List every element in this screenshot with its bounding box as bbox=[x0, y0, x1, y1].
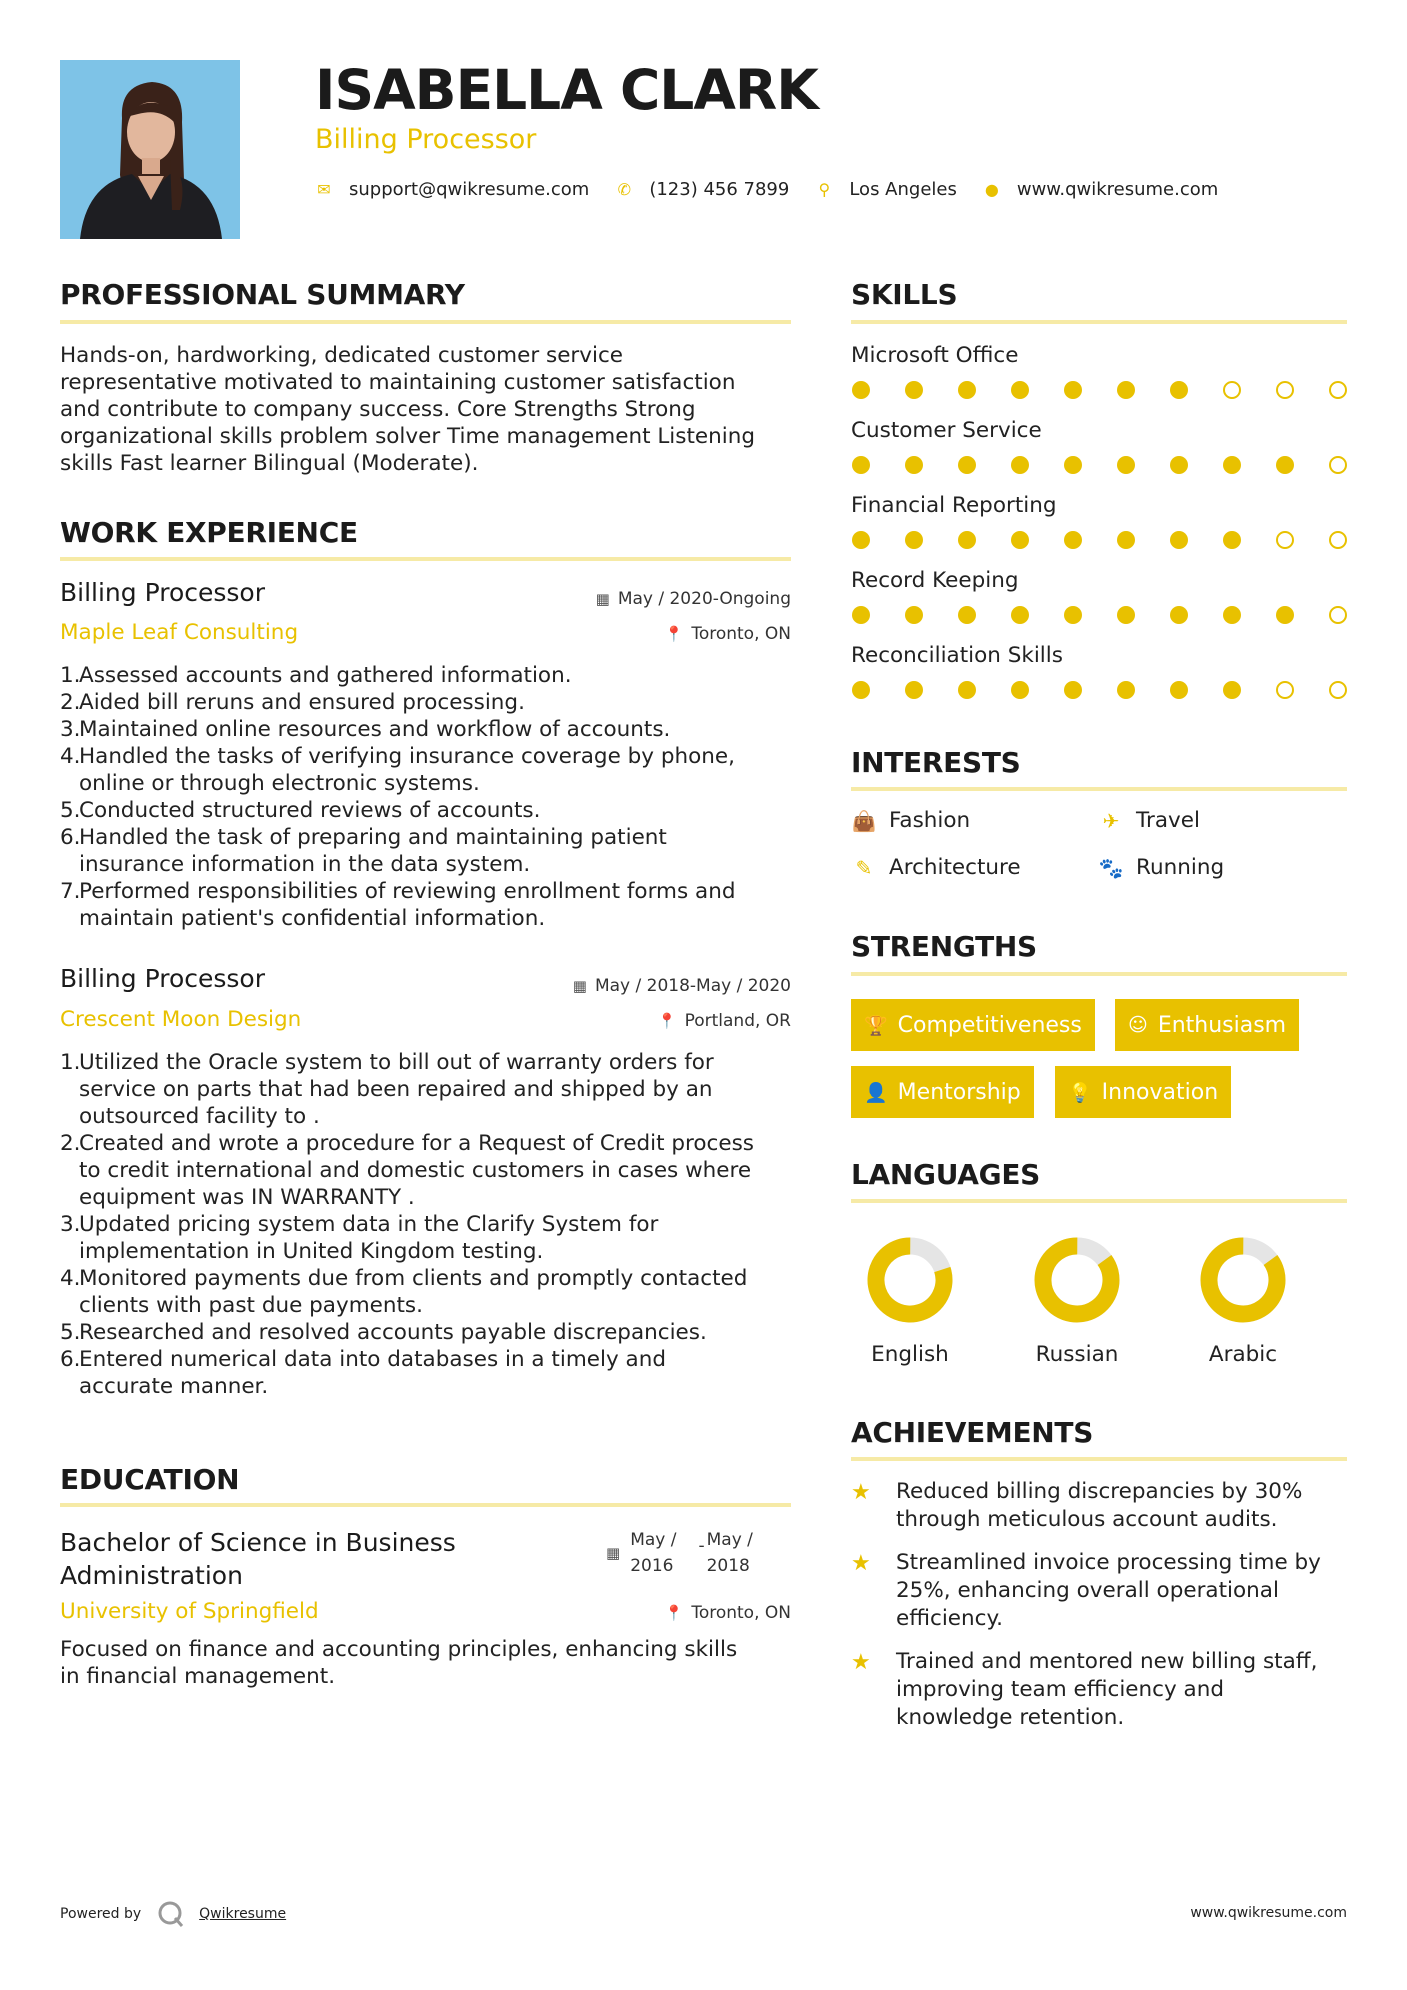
list-text bbox=[79, 824, 667, 878]
list-line: implementation in United Kingdom testing. bbox=[79, 1239, 544, 1264]
qwikresume-link[interactable]: Qwikresume bbox=[199, 1906, 287, 1922]
summary-line: organizational skills problem solver Time management Listening bbox=[60, 424, 756, 449]
map-pin-icon: ⚲ bbox=[818, 180, 831, 199]
skill-dot-filled bbox=[1064, 531, 1082, 549]
star-icon: ★ bbox=[851, 1650, 871, 1675]
list-line: accurate manner. bbox=[79, 1374, 269, 1399]
achievement-line: Trained and mentored new billing staff, bbox=[896, 1649, 1318, 1674]
strength-badge bbox=[851, 999, 1095, 1051]
interest-item bbox=[851, 855, 1021, 880]
interest-label: Running bbox=[1136, 855, 1225, 880]
list-item bbox=[60, 1049, 754, 1130]
experience-divider bbox=[60, 557, 791, 561]
donut-proficiency-arc bbox=[1196, 1233, 1291, 1328]
list-line: outsourced facility to . bbox=[79, 1104, 320, 1129]
skill-dot-empty bbox=[1223, 381, 1241, 399]
skill-dot-filled bbox=[1223, 456, 1241, 474]
skill-dot-empty bbox=[1329, 381, 1347, 399]
calendar-icon: ▦ bbox=[572, 977, 587, 995]
language-donut bbox=[860, 1230, 960, 1330]
list-line: Utilized the Oracle system to bill out of warranty orders for bbox=[79, 1050, 714, 1075]
list-text bbox=[79, 797, 540, 824]
smile-icon: ☺ bbox=[1128, 1014, 1148, 1036]
skill-label: Customer Service bbox=[851, 418, 1042, 443]
strength-label: Innovation bbox=[1101, 1079, 1219, 1105]
user-plus-icon: 👤 bbox=[864, 1081, 888, 1104]
skill-dot-filled bbox=[1170, 531, 1188, 549]
education-heading: EDUCATION bbox=[60, 1463, 240, 1496]
strength-label: Enthusiasm bbox=[1157, 1012, 1287, 1038]
skill-dot-filled bbox=[958, 681, 976, 699]
list-number: 7. bbox=[60, 879, 81, 904]
skill-dot-empty bbox=[1329, 681, 1347, 699]
skill-dot-filled bbox=[1011, 531, 1029, 549]
candidate-title: Billing Processor bbox=[315, 124, 537, 155]
achievement-line: improving team efficiency and bbox=[896, 1677, 1224, 1702]
achievement-line: Streamlined invoice processing time by bbox=[896, 1550, 1321, 1575]
job-date-text: May / 2020-Ongoing bbox=[617, 589, 791, 609]
summary-line: skills Fast learner Bilingual (Moderate). bbox=[60, 451, 479, 476]
list-item bbox=[60, 878, 735, 932]
languages-divider bbox=[851, 1199, 1347, 1203]
skill-dot-filled bbox=[1170, 456, 1188, 474]
job-title: Billing Processor bbox=[60, 578, 266, 607]
summary-divider bbox=[60, 320, 791, 324]
skill-dot-filled bbox=[1117, 681, 1135, 699]
skill-dot-filled bbox=[852, 606, 870, 624]
strengths-heading: STRENGTHS bbox=[851, 930, 1037, 963]
list-line: equipment was IN WARRANTY . bbox=[79, 1185, 415, 1210]
list-item bbox=[60, 1265, 754, 1319]
strength-badge bbox=[851, 1066, 1034, 1118]
summary-line: representative motivated to maintaining customer satisfaction bbox=[60, 370, 736, 395]
calendar-icon: ▦ bbox=[606, 1544, 621, 1562]
contact-bar bbox=[315, 179, 1244, 200]
language-label: Arabic bbox=[1208, 1342, 1278, 1367]
profile-photo bbox=[60, 60, 240, 239]
pencil-ruler-icon: ✎ bbox=[855, 855, 873, 880]
achievement-item bbox=[851, 1549, 1391, 1633]
interest-label: Travel bbox=[1136, 808, 1200, 833]
skill-dot-empty bbox=[1276, 531, 1294, 549]
job-duties-list bbox=[60, 662, 735, 932]
skill-dot-filled bbox=[852, 381, 870, 399]
degree-line: Bachelor of Science in Business bbox=[60, 1528, 456, 1557]
summary-line: and contribute to company success. Core Strengths Strong bbox=[60, 397, 696, 422]
interest-item bbox=[1098, 808, 1200, 833]
languages-heading: LANGUAGES bbox=[851, 1158, 1041, 1191]
skill-rating bbox=[852, 606, 1347, 624]
skill-dot-filled bbox=[852, 456, 870, 474]
education-description bbox=[60, 1636, 737, 1690]
list-item bbox=[60, 1319, 754, 1346]
list-item bbox=[60, 824, 735, 878]
skill-dot-filled bbox=[1170, 681, 1188, 699]
list-number: 6. bbox=[60, 825, 81, 850]
contact-website[interactable]: www.qwikresume.com bbox=[1016, 179, 1219, 200]
skill-dot-filled bbox=[905, 531, 923, 549]
experience-heading: WORK EXPERIENCE bbox=[60, 516, 358, 549]
list-text bbox=[79, 878, 735, 932]
start-date bbox=[630, 1527, 676, 1579]
list-line: Conducted structured reviews of accounts. bbox=[79, 798, 541, 823]
list-line: Monitored payments due from clients and promptly contacted bbox=[79, 1266, 748, 1291]
interest-item bbox=[851, 808, 970, 833]
plane-icon: ✈ bbox=[1102, 808, 1120, 833]
list-text bbox=[79, 662, 572, 689]
skill-dot-filled bbox=[1011, 381, 1029, 399]
skill-rating bbox=[852, 681, 1347, 699]
job-location-text: Portland, OR bbox=[684, 1011, 791, 1031]
list-text bbox=[79, 689, 525, 716]
job-location bbox=[658, 1011, 791, 1031]
qwikresume-logo-icon bbox=[157, 1900, 185, 1928]
skill-label: Reconciliation Skills bbox=[851, 643, 1063, 668]
achievement-line: Reduced billing discrepancies by 30% bbox=[896, 1479, 1303, 1504]
powered-by-label: Powered by bbox=[60, 1906, 142, 1922]
list-line: Researched and resolved accounts payable discrepancies. bbox=[79, 1320, 707, 1345]
end-date bbox=[707, 1527, 753, 1579]
trophy-icon: 🏆 bbox=[864, 1014, 888, 1037]
interest-label: Fashion bbox=[889, 808, 971, 833]
achievement-item bbox=[851, 1648, 1391, 1732]
language-label: English bbox=[871, 1342, 949, 1367]
lightbulb-icon: 💡 bbox=[1068, 1081, 1092, 1104]
skill-dot-empty bbox=[1329, 606, 1347, 624]
list-item bbox=[60, 1346, 754, 1400]
skill-dot-filled bbox=[1170, 381, 1188, 399]
skill-dot-filled bbox=[958, 381, 976, 399]
start-month: May / bbox=[630, 1530, 677, 1550]
list-line: Maintained online resources and workflow of accounts. bbox=[79, 717, 671, 742]
school-location-text: Toronto, ON bbox=[691, 1603, 791, 1623]
skill-dot-filled bbox=[1117, 531, 1135, 549]
strengths-divider bbox=[851, 972, 1347, 976]
skill-dot-filled bbox=[852, 681, 870, 699]
list-line: Entered numerical data into databases in a timely and bbox=[79, 1347, 666, 1372]
achievement-text bbox=[896, 1478, 1391, 1534]
email-icon: ✉ bbox=[317, 180, 331, 199]
skill-dot-filled bbox=[1276, 456, 1294, 474]
job-location bbox=[665, 624, 791, 644]
skill-dot-filled bbox=[1223, 681, 1241, 699]
list-text bbox=[79, 1130, 754, 1211]
achievements-divider bbox=[851, 1457, 1347, 1461]
skill-dot-empty bbox=[1329, 456, 1347, 474]
pin-icon: 📍 bbox=[657, 1012, 677, 1030]
skill-dot-empty bbox=[1276, 681, 1294, 699]
list-text bbox=[79, 716, 670, 743]
skill-dot-filled bbox=[1064, 606, 1082, 624]
list-item bbox=[60, 1130, 754, 1211]
list-number: 5. bbox=[60, 1320, 81, 1345]
interest-item bbox=[1098, 855, 1224, 880]
strength-badge bbox=[1115, 999, 1299, 1051]
list-line: Handled the task of preparing and maintaining patient bbox=[79, 825, 667, 850]
degree-title bbox=[60, 1526, 456, 1592]
donut-proficiency-arc bbox=[1030, 1233, 1125, 1328]
job-title: Billing Processor bbox=[60, 964, 266, 993]
end-month: May / bbox=[706, 1530, 753, 1550]
skill-dot-filled bbox=[1064, 456, 1082, 474]
strength-badge bbox=[1055, 1066, 1231, 1118]
list-line: maintain patient's confidential information. bbox=[79, 906, 546, 931]
school-name: University of Springfield bbox=[60, 1599, 319, 1624]
skill-dot-filled bbox=[1117, 456, 1135, 474]
list-text bbox=[79, 1265, 747, 1319]
skill-rating bbox=[852, 381, 1347, 399]
job-duties-list bbox=[60, 1049, 754, 1400]
end-year: 2018 bbox=[706, 1556, 750, 1576]
list-item bbox=[60, 797, 735, 824]
degree-line: Administration bbox=[60, 1561, 243, 1590]
list-line: online or through electronic systems. bbox=[79, 771, 480, 796]
list-line: Assessed accounts and gathered information. bbox=[79, 663, 572, 688]
skill-dot-filled bbox=[958, 606, 976, 624]
skill-dot-filled bbox=[1223, 606, 1241, 624]
list-line: Updated pricing system data in the Clarify System for bbox=[79, 1212, 659, 1237]
school-location bbox=[665, 1603, 791, 1623]
star-icon: ★ bbox=[851, 1480, 871, 1505]
achievement-line: through meticulous account audits. bbox=[896, 1507, 1278, 1532]
list-line: Performed responsibilities of reviewing enrollment forms and bbox=[79, 879, 736, 904]
list-line: Created and wrote a procedure for a Request of Credit process bbox=[79, 1131, 754, 1156]
list-number: 2. bbox=[60, 1131, 81, 1156]
skill-dot-filled bbox=[905, 456, 923, 474]
list-text bbox=[79, 1346, 666, 1400]
list-line: service on parts that had been repaired and shipped by an bbox=[79, 1077, 713, 1102]
achievement-text bbox=[896, 1549, 1391, 1633]
skill-rating bbox=[852, 531, 1347, 549]
skill-dot-filled bbox=[852, 531, 870, 549]
strength-label: Competitiveness bbox=[897, 1012, 1082, 1038]
list-number: 4. bbox=[60, 1266, 81, 1291]
list-number: 1. bbox=[60, 663, 81, 688]
skill-dot-filled bbox=[1276, 606, 1294, 624]
list-line: to credit international and domestic customers in cases where bbox=[79, 1158, 752, 1183]
job-location-text: Toronto, ON bbox=[691, 624, 791, 644]
skill-dot-filled bbox=[1117, 606, 1135, 624]
skill-dot-filled bbox=[958, 456, 976, 474]
interests-heading: INTERESTS bbox=[851, 746, 1021, 779]
list-number: 6. bbox=[60, 1347, 81, 1372]
skill-label: Record Keeping bbox=[851, 568, 1019, 593]
skill-dot-empty bbox=[1329, 531, 1347, 549]
list-text bbox=[79, 1049, 714, 1130]
skill-dot-filled bbox=[1170, 606, 1188, 624]
skill-rating bbox=[852, 456, 1347, 474]
achievement-line: 25%, enhancing overall operational bbox=[896, 1578, 1279, 1603]
list-number: 4. bbox=[60, 744, 81, 769]
language-label: Russian bbox=[1035, 1342, 1119, 1367]
list-number: 1. bbox=[60, 1050, 81, 1075]
job-company: Maple Leaf Consulting bbox=[60, 620, 299, 645]
job-date bbox=[573, 976, 791, 996]
education-dates bbox=[606, 1527, 753, 1579]
summary-text bbox=[60, 342, 755, 477]
globe-icon: ● bbox=[984, 180, 999, 199]
skill-dot-filled bbox=[1011, 606, 1029, 624]
list-item bbox=[60, 743, 735, 797]
skill-dot-filled bbox=[905, 606, 923, 624]
contact-location: Los Angeles bbox=[849, 179, 957, 200]
skill-dot-filled bbox=[1064, 681, 1082, 699]
start-year: 2016 bbox=[630, 1556, 674, 1576]
contact-email[interactable]: support@qwikresume.com bbox=[349, 179, 590, 200]
skill-dot-filled bbox=[905, 681, 923, 699]
achievements-heading: ACHIEVEMENTS bbox=[851, 1416, 1094, 1449]
summary-line: Hands-on, hardworking, dedicated customer service bbox=[60, 343, 623, 368]
pin-icon: 📍 bbox=[664, 1604, 684, 1622]
education-line: Focused on finance and accounting principles, enhancing skills bbox=[60, 1637, 738, 1662]
star-icon: ★ bbox=[851, 1551, 871, 1576]
education-line: in financial management. bbox=[60, 1664, 336, 1689]
summary-heading: PROFESSIONAL SUMMARY bbox=[60, 278, 465, 311]
footer-powered-by bbox=[60, 1900, 286, 1928]
candidate-name: ISABELLA CLARK bbox=[315, 58, 818, 122]
skill-dot-filled bbox=[1011, 456, 1029, 474]
list-number: 3. bbox=[60, 1212, 81, 1237]
achievement-item bbox=[851, 1478, 1391, 1534]
interest-label: Architecture bbox=[889, 855, 1021, 880]
list-number: 3. bbox=[60, 717, 81, 742]
achievement-text bbox=[896, 1648, 1391, 1732]
job-company: Crescent Moon Design bbox=[60, 1007, 302, 1032]
list-item bbox=[60, 662, 735, 689]
interests-divider bbox=[851, 787, 1347, 791]
skill-dot-filled bbox=[958, 531, 976, 549]
list-number: 5. bbox=[60, 798, 81, 823]
list-number: 2. bbox=[60, 690, 81, 715]
achievement-line: efficiency. bbox=[896, 1606, 1003, 1631]
skill-dot-filled bbox=[1064, 381, 1082, 399]
date-dash: - bbox=[698, 1536, 705, 1556]
list-line: clients with past due payments. bbox=[79, 1293, 423, 1318]
list-item bbox=[60, 716, 735, 743]
skills-divider bbox=[851, 320, 1347, 324]
language-donut bbox=[1193, 1230, 1293, 1330]
job-date bbox=[596, 589, 791, 609]
footer-url[interactable]: www.qwikresume.com bbox=[1190, 1905, 1347, 1921]
list-line: insurance information in the data system. bbox=[79, 852, 531, 877]
job-date-text: May / 2018-May / 2020 bbox=[594, 976, 791, 996]
skill-label: Microsoft Office bbox=[851, 343, 1019, 368]
calendar-icon: ▦ bbox=[595, 590, 610, 608]
list-text bbox=[79, 1211, 658, 1265]
shopping-bag-icon: 👜 bbox=[851, 808, 877, 833]
skill-dot-filled bbox=[1223, 531, 1241, 549]
strength-label: Mentorship bbox=[897, 1079, 1021, 1105]
skill-dot-filled bbox=[1011, 681, 1029, 699]
phone-icon: ✆ bbox=[617, 180, 632, 199]
list-text bbox=[79, 1319, 707, 1346]
achievement-line: knowledge retention. bbox=[896, 1705, 1125, 1730]
contact-phone[interactable]: (123) 456 7899 bbox=[649, 179, 790, 200]
list-line: Handled the tasks of verifying insurance coverage by phone, bbox=[79, 744, 735, 769]
skill-dot-filled bbox=[1117, 381, 1135, 399]
skill-label: Financial Reporting bbox=[851, 493, 1057, 518]
list-line: Aided bill reruns and ensured processing. bbox=[79, 690, 525, 715]
education-divider bbox=[60, 1503, 791, 1507]
list-item bbox=[60, 1211, 754, 1265]
pin-icon: 📍 bbox=[664, 625, 684, 643]
skill-dot-filled bbox=[905, 381, 923, 399]
paw-icon: 🐾 bbox=[1098, 855, 1124, 880]
language-donut bbox=[1027, 1230, 1127, 1330]
list-text bbox=[79, 743, 735, 797]
skill-dot-empty bbox=[1276, 381, 1294, 399]
list-item bbox=[60, 689, 735, 716]
skills-heading: SKILLS bbox=[851, 278, 958, 311]
